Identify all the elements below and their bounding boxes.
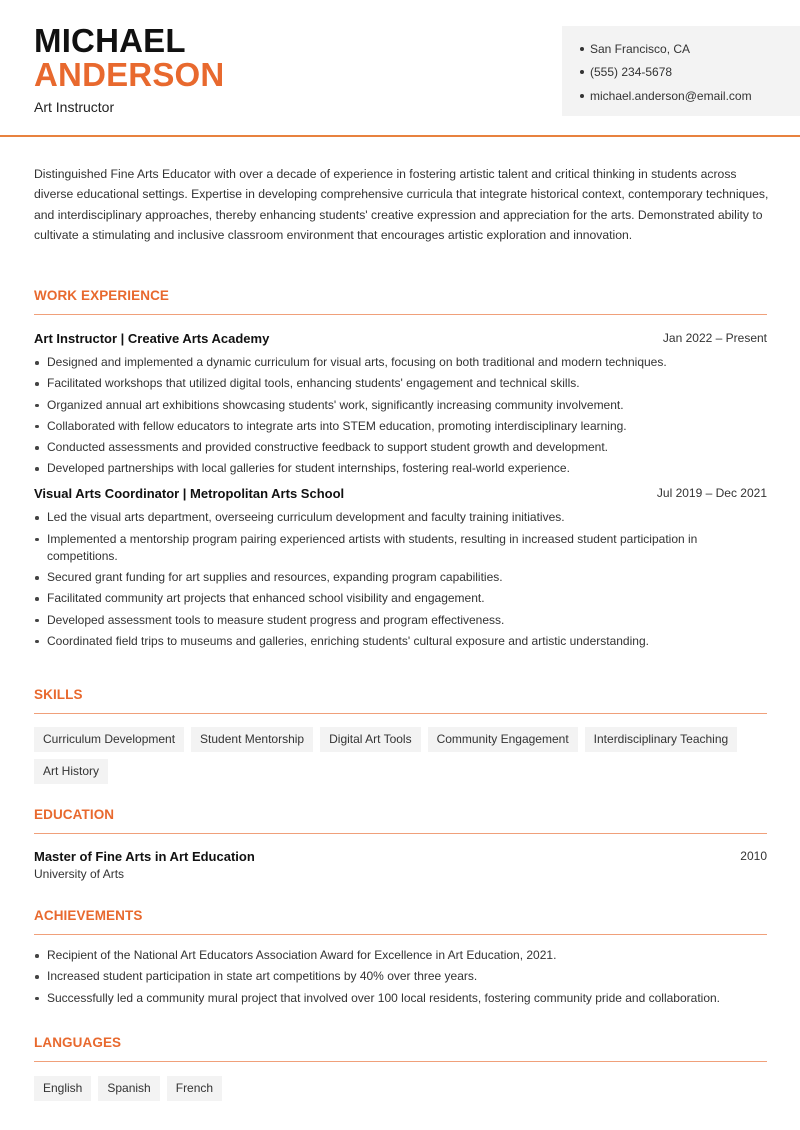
- contact-box: [562, 26, 800, 116]
- list-item: Developed assessment tools to measure student progress and program effectiveness.: [34, 612, 767, 629]
- list-item: Secured grant funding for art supplies and resources, expanding program capabilities.: [34, 569, 767, 586]
- email-text: michael.anderson@email.com: [590, 88, 752, 103]
- job-position: Art Instructor | Creative Arts Academy: [34, 330, 270, 346]
- list-item: Implemented a mentorship program pairing experienced artists with students, resulting in increased student participation in competitions.: [34, 531, 767, 565]
- contact-phone: [580, 61, 800, 85]
- section-heading: WORK EXPERIENCE: [34, 288, 170, 303]
- achievements-section: [34, 906, 767, 1011]
- skill-tag: Student Mentorship: [191, 727, 313, 752]
- language-tag: Spanish: [98, 1076, 159, 1101]
- section-heading: LANGUAGES: [34, 1035, 122, 1050]
- skill-tag: Curriculum Development: [34, 727, 184, 752]
- job-bullets: [34, 509, 767, 649]
- section-heading: EDUCATION: [34, 807, 115, 822]
- skills-section: [34, 685, 767, 784]
- skill-tag: Digital Art Tools: [320, 727, 420, 752]
- section-heading: SKILLS: [34, 687, 83, 702]
- skill-tag: Art History: [34, 759, 108, 784]
- job-dates: Jan 2022 – Present: [662, 331, 767, 345]
- languages-section: [34, 1033, 767, 1101]
- list-item: Collaborated with fellow educators to integrate arts into STEM education, promoting interdisciplinary learning.: [34, 418, 767, 435]
- list-item: Led the visual arts department, overseeing curriculum development and faculty training initiatives.: [34, 509, 767, 526]
- job-position: Visual Arts Coordinator | Metropolitan Arts School: [34, 485, 345, 501]
- location-text: San Francisco, CA: [590, 41, 691, 56]
- graduation-year: 2010: [740, 849, 767, 863]
- language-tag: English: [34, 1076, 91, 1101]
- contact-location: [580, 37, 800, 61]
- section-divider: [34, 314, 767, 315]
- bullet-icon: [580, 47, 584, 51]
- job-dates: Jul 2019 – Dec 2021: [656, 486, 767, 501]
- list-item: Facilitated community art projects that enhanced school visibility and engagement.: [34, 590, 767, 607]
- section-divider: [34, 934, 767, 935]
- degree: Master of Fine Arts in Art Education: [34, 848, 255, 864]
- list-item: Conducted assessments and provided constructive feedback to support student growth and development.: [34, 439, 767, 456]
- section-divider: [34, 713, 767, 714]
- resume-header: [0, 0, 800, 137]
- job-bullets: [34, 354, 767, 477]
- section-heading: ACHIEVEMENTS: [34, 908, 143, 923]
- skill-tag: Community Engagement: [428, 727, 578, 752]
- contact-email: [580, 84, 800, 108]
- list-item: Designed and implemented a dynamic curriculum for visual arts, focusing on both traditional and modern techniques.: [34, 354, 767, 371]
- bullet-icon: [580, 70, 584, 74]
- bullet-icon: [580, 94, 584, 98]
- list-item: Recipient of the National Art Educators Association Award for Excellence in Art Education, 2021.: [34, 947, 767, 964]
- last-name: ANDERSON: [34, 56, 225, 93]
- list-item: Developed partnerships with local galleries for student internships, fostering real-world experience.: [34, 460, 767, 477]
- language-tag: French: [167, 1076, 222, 1101]
- job-title: Art Instructor: [34, 99, 115, 115]
- professional-summary: Distinguished Fine Arts Educator with over a decade of experience in fostering artistic talent and critical thinking in students across diverse educational settings. Expertise in developing comprehensive curricula that integrate historical context, contemporary techniques, and interdisciplinary approaches, thereby enhancing students' creative expression and appreciation for the arts. Demonstrated ability to cultivate a stimulating and inclusive classroom environment that encourages artistic exploration and innovation.: [34, 167, 769, 243]
- section-divider: [34, 833, 767, 834]
- job-entry: [34, 483, 767, 649]
- list-item: Coordinated field trips to museums and galleries, enriching students' cultural exposure and artistic understanding.: [34, 633, 767, 650]
- list-item: Successfully led a community mural project that involved over 100 local residents, fostering community pride and collaboration.: [34, 990, 767, 1007]
- list-item: Organized annual art exhibitions showcasing students' work, significantly increasing community involvement.: [34, 397, 767, 414]
- school-name: University of Arts: [34, 867, 125, 881]
- language-tags: [34, 1076, 767, 1101]
- section-divider: [34, 1061, 767, 1062]
- achievement-bullets: [34, 947, 767, 1007]
- job-entry: [34, 328, 767, 477]
- education-section: [34, 805, 767, 881]
- list-item: Facilitated workshops that utilized digital tools, enhancing students' engagement and technical skills.: [34, 375, 767, 392]
- work-experience-section: [34, 286, 767, 654]
- skill-tag: Interdisciplinary Teaching: [585, 727, 738, 752]
- skills-tags: [34, 727, 767, 784]
- list-item: Increased student participation in state art competitions by 40% over three years.: [34, 968, 767, 985]
- first-name: MICHAEL: [34, 22, 186, 59]
- phone-text: (555) 234-5678: [590, 65, 673, 80]
